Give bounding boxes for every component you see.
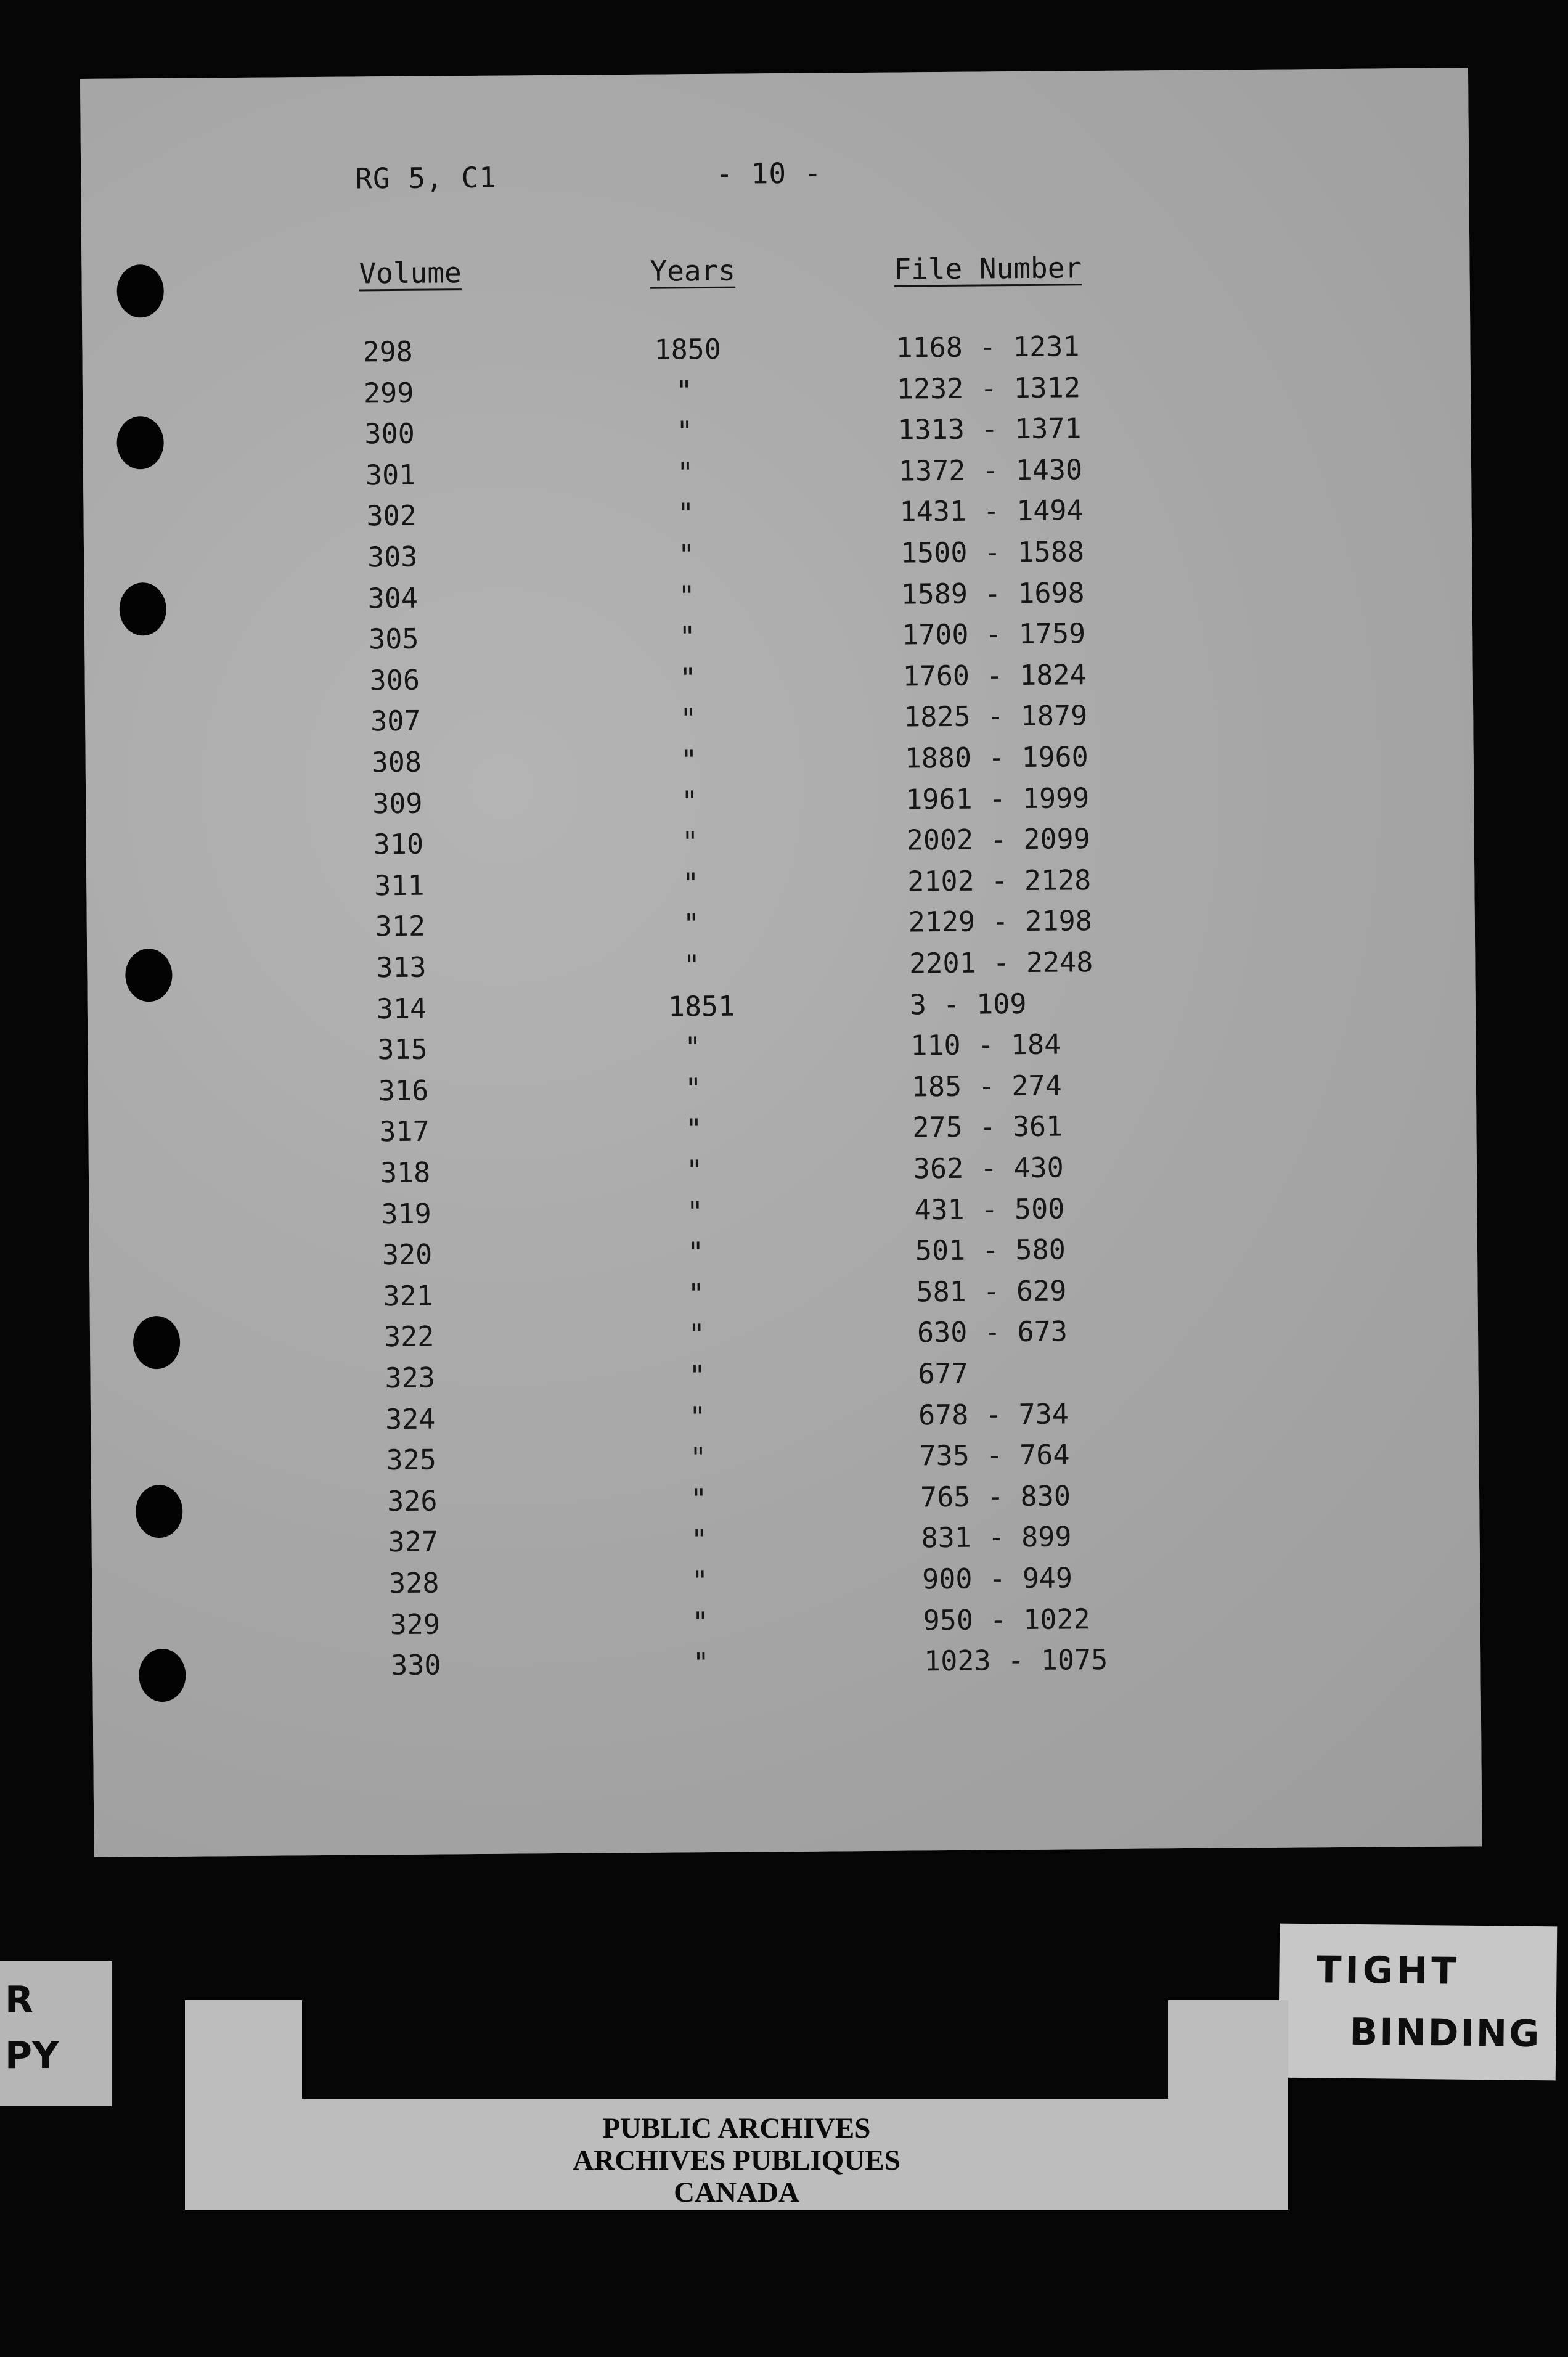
volume-cell: 330	[391, 1648, 441, 1682]
ditto-mark: "	[692, 1646, 710, 1680]
stamp-line: PUBLIC ARCHIVES	[602, 2112, 871, 2144]
volume-cell: 306	[369, 663, 420, 697]
file-number-cell: 2201 - 2248	[909, 946, 1093, 980]
file-number-cell: 831 - 899	[921, 1520, 1072, 1554]
file-number-cell: 1500 - 1588	[900, 535, 1085, 570]
volume-cell: 317	[379, 1114, 430, 1148]
file-number-cell: 900 - 949	[921, 1561, 1073, 1596]
file-number-cell: 1589 - 1698	[900, 576, 1085, 611]
volume-cell: 309	[372, 786, 423, 820]
ditto-mark: "	[682, 907, 700, 941]
page-number: - 10 -	[716, 156, 822, 190]
file-number-cell: 677	[918, 1357, 969, 1391]
ditto-mark: "	[679, 620, 696, 653]
file-number-cell: 431 - 500	[914, 1192, 1065, 1227]
volume-list	[82, 327, 1470, 1682]
ditto-mark: "	[685, 1113, 703, 1146]
ditto-mark: "	[688, 1359, 706, 1392]
file-number-cell: 110 - 184	[910, 1027, 1061, 1062]
file-number-cell: 1961 - 1999	[905, 781, 1090, 816]
ditto-mark: "	[676, 374, 693, 407]
ditto-mark: "	[691, 1564, 709, 1598]
volume-cell: 322	[383, 1320, 435, 1354]
ditto-mark: "	[685, 1071, 702, 1105]
volume-cell: 304	[367, 581, 419, 615]
volume-cell: 316	[378, 1074, 429, 1108]
volume-cell: 311	[374, 868, 425, 902]
volume-cell: 299	[363, 376, 414, 409]
ditto-mark: "	[687, 1277, 705, 1310]
file-number-cell: 3 - 109	[909, 987, 1027, 1021]
ditto-mark: "	[677, 538, 695, 571]
column-header-volume: Volume	[359, 256, 462, 290]
document-page	[80, 68, 1482, 1857]
volume-cell: 320	[382, 1238, 433, 1272]
ditto-mark: "	[689, 1400, 706, 1433]
binder-hole	[116, 264, 164, 318]
ditto-mark: "	[688, 1318, 706, 1351]
ditto-mark: "	[685, 1154, 703, 1187]
file-number-cell: 1313 - 1371	[897, 412, 1082, 446]
file-number-cell: 185 - 274	[911, 1069, 1062, 1103]
volume-cell: 313	[376, 950, 427, 984]
volume-cell: 314	[376, 992, 427, 1025]
volume-cell: 319	[381, 1197, 431, 1230]
stamp-text	[185, 2112, 1288, 2208]
volume-cell: 324	[385, 1402, 436, 1436]
ditto-mark: "	[687, 1236, 704, 1269]
ditto-mark: "	[677, 497, 695, 530]
file-number-cell: 1880 - 1960	[904, 740, 1088, 775]
file-number-cell: 581 - 629	[916, 1274, 1067, 1309]
volume-cell: 308	[371, 745, 422, 779]
ditto-mark: "	[677, 456, 694, 489]
column-header-file-number: File Number	[894, 251, 1082, 286]
volume-cell: 325	[386, 1443, 437, 1477]
record-group-reference: RG 5, C1	[355, 160, 497, 195]
archives-stamp	[185, 2000, 1288, 2210]
file-number-cell: 275 - 361	[912, 1109, 1063, 1144]
volume-cell: 326	[386, 1484, 438, 1518]
left-label-line: PY	[5, 2034, 59, 2077]
ditto-mark: "	[692, 1605, 709, 1638]
column-header-years: Years	[650, 253, 736, 288]
file-number-cell: 678 - 734	[918, 1397, 1069, 1431]
volume-cell: 305	[368, 622, 419, 656]
file-number-cell: 1023 - 1075	[923, 1643, 1108, 1678]
left-label-line: R	[5, 1979, 34, 2022]
volume-cell: 318	[380, 1156, 431, 1190]
file-number-cell: 950 - 1022	[923, 1602, 1090, 1636]
ditto-mark: "	[678, 579, 695, 612]
file-number-cell: 1431 - 1494	[899, 494, 1084, 528]
volume-cell: 327	[388, 1525, 439, 1559]
file-number-cell: 630 - 673	[917, 1315, 1068, 1349]
file-number-cell: 1232 - 1312	[896, 370, 1081, 406]
ditto-mark: "	[681, 784, 698, 817]
ditto-mark: "	[676, 415, 693, 448]
volume-cell: 312	[375, 910, 426, 943]
file-number-cell: 735 - 764	[919, 1438, 1070, 1473]
file-number-cell: 362 - 430	[913, 1151, 1064, 1185]
ditto-mark: "	[682, 866, 700, 900]
file-number-cell: 2002 - 2099	[906, 822, 1090, 857]
file-number-cell: 2129 - 2198	[908, 904, 1093, 939]
volume-cell: 301	[365, 458, 416, 492]
year-cell: 1851	[668, 989, 735, 1023]
file-number-cell: 765 - 830	[920, 1479, 1071, 1514]
volume-cell: 303	[367, 540, 418, 574]
volume-cell: 323	[385, 1361, 436, 1395]
volume-cell: 315	[377, 1032, 428, 1066]
file-number-cell: 1825 - 1879	[903, 699, 1088, 733]
file-number-cell: 1168 - 1231	[896, 330, 1080, 364]
file-number-cell: 2102 - 2128	[907, 863, 1092, 898]
ditto-mark: "	[683, 949, 701, 982]
ditto-mark: "	[680, 702, 697, 735]
left-handwritten-label	[0, 1961, 112, 2106]
file-number-cell: 1700 - 1759	[901, 617, 1086, 652]
year-cell: 1850	[654, 332, 722, 366]
tight-binding-line: TIGHT	[1316, 1948, 1461, 1993]
stamp-line: ARCHIVES PUBLIQUES	[573, 2144, 900, 2176]
ditto-mark: "	[680, 743, 698, 777]
volume-cell: 298	[362, 335, 413, 369]
tight-binding-label	[1278, 1924, 1558, 2081]
volume-cell: 329	[390, 1607, 441, 1641]
ditto-mark: "	[681, 825, 699, 859]
volume-cell: 328	[388, 1566, 439, 1600]
volume-cell: 300	[364, 417, 415, 451]
volume-cell: 310	[373, 827, 424, 861]
volume-cell: 321	[383, 1279, 434, 1312]
file-number-cell: 1760 - 1824	[902, 658, 1087, 693]
stamp-cutout	[302, 2000, 1168, 2099]
ditto-mark: "	[690, 1523, 708, 1556]
stamp-line: CANADA	[674, 2176, 799, 2208]
volume-cell: 302	[366, 499, 417, 533]
file-number-cell: 501 - 580	[915, 1233, 1066, 1267]
volume-cell: 307	[370, 705, 421, 738]
tight-binding-line: BINDING	[1349, 2010, 1541, 2056]
ditto-mark: "	[684, 1031, 701, 1064]
ditto-mark: "	[686, 1195, 704, 1228]
ditto-mark: "	[690, 1482, 708, 1516]
ditto-mark: "	[679, 661, 696, 695]
file-number-cell: 1372 - 1430	[898, 453, 1083, 488]
ditto-mark: "	[689, 1441, 707, 1474]
